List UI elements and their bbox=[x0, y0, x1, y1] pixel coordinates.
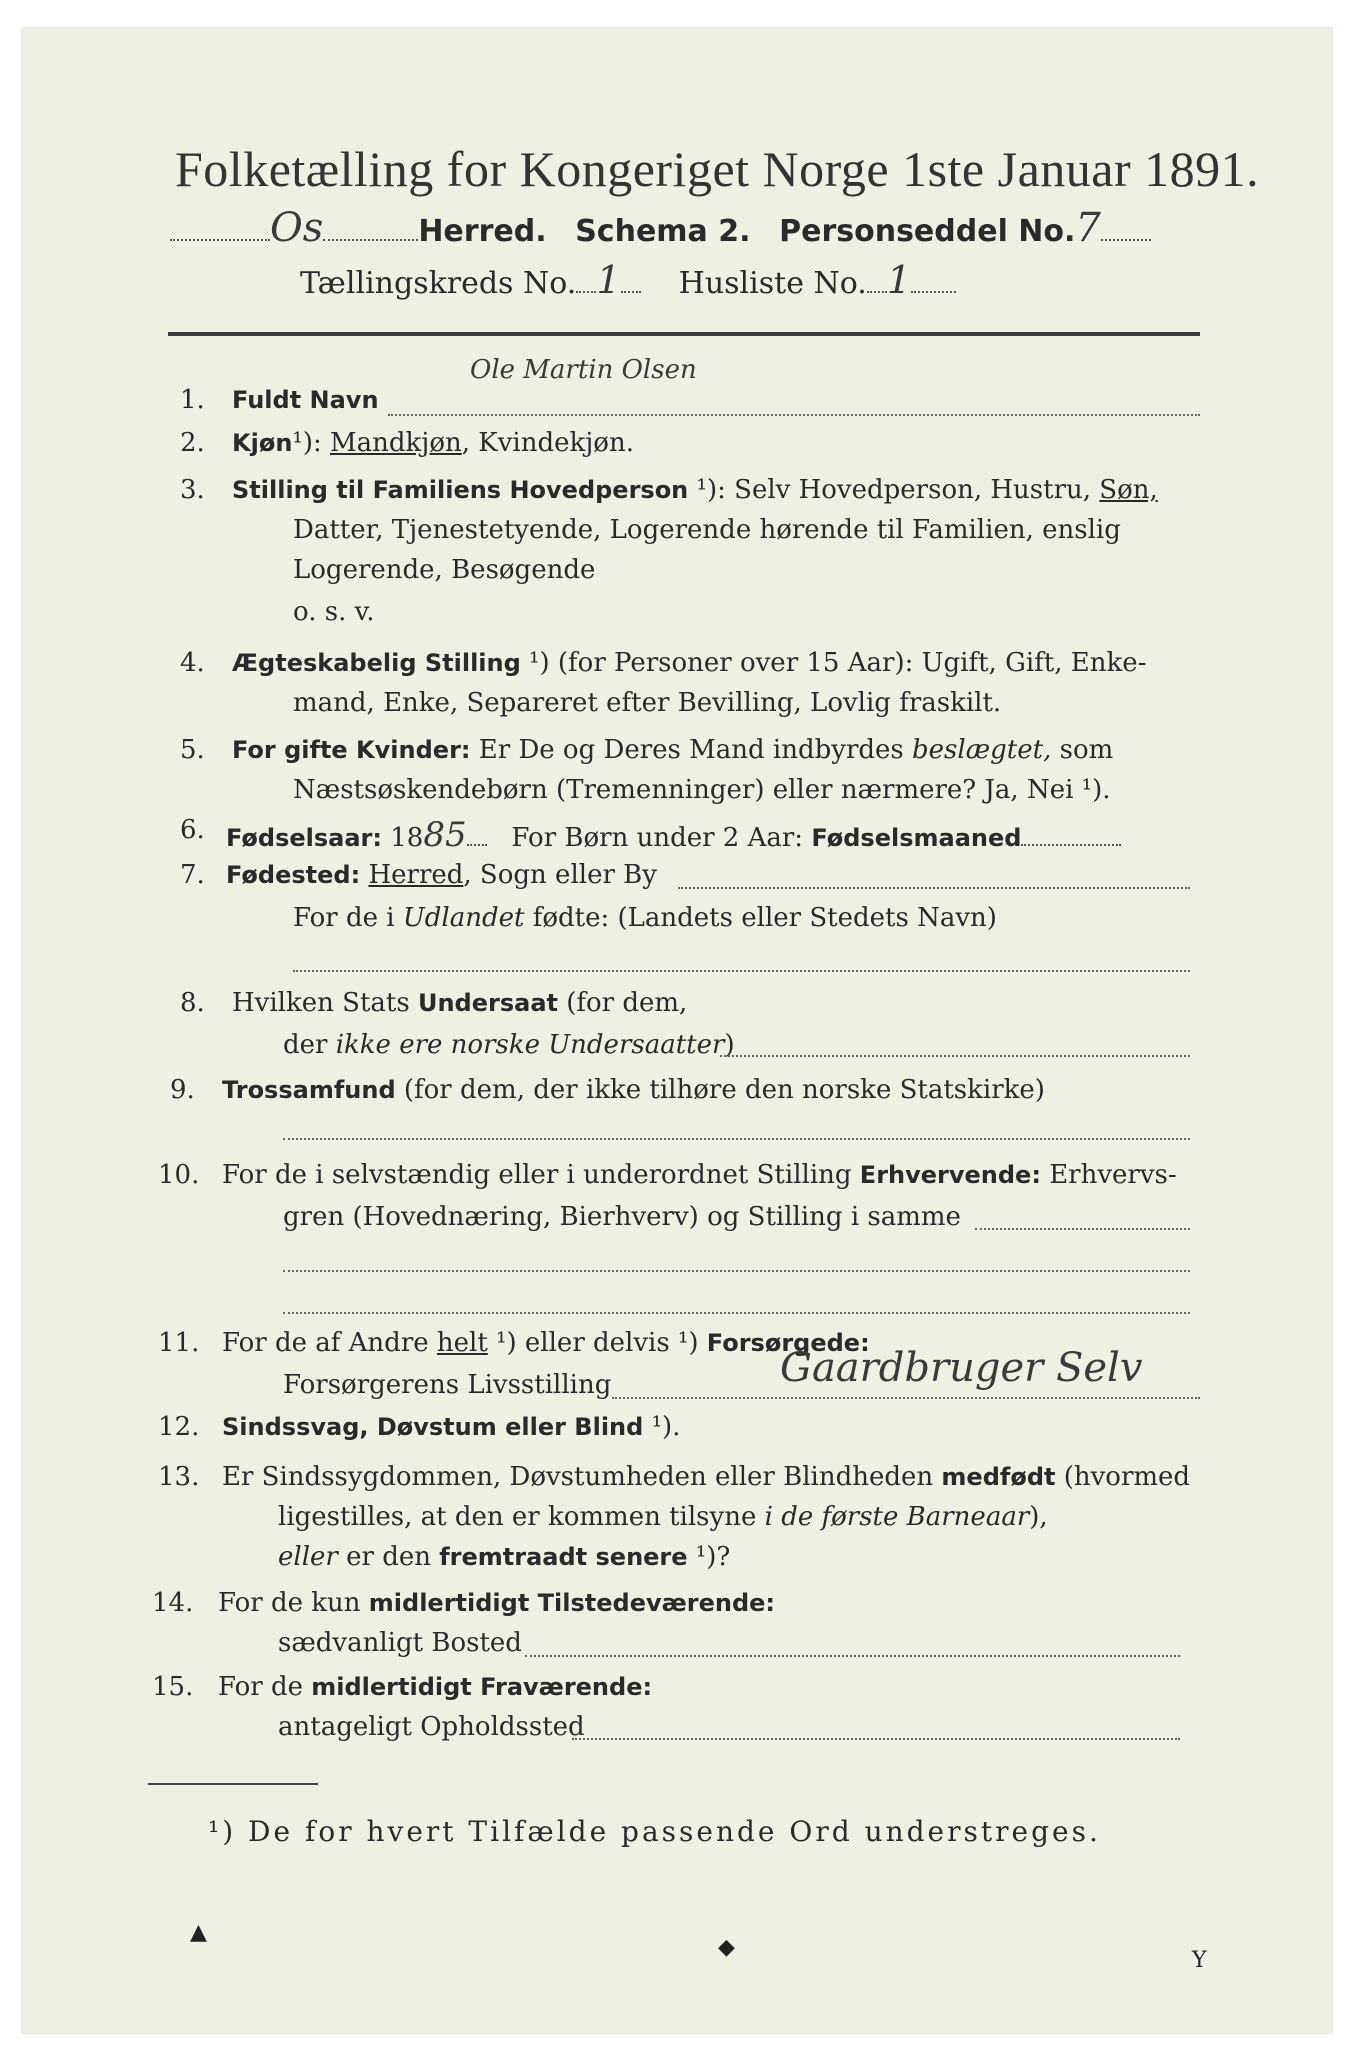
item-number: 10. bbox=[158, 1160, 200, 1190]
fodselsaar-value: 85 bbox=[423, 815, 467, 855]
item-number: 2. bbox=[180, 428, 205, 458]
kjon-label: Kjøn bbox=[232, 429, 293, 457]
taellingskreds-label: Tællingskreds No. bbox=[300, 266, 577, 301]
item-number: 9. bbox=[170, 1075, 195, 1105]
forsorgede-row: For de af Andre helt ¹) eller delvis ¹) Forsørgede: bbox=[222, 1328, 870, 1358]
fuldt-navn-row bbox=[232, 385, 379, 415]
fuldt-navn-label: Fuldt Navn bbox=[232, 386, 379, 414]
herred-line bbox=[170, 205, 1151, 251]
herred-value: Os bbox=[270, 205, 324, 251]
personseddel-label: Personseddel No. bbox=[779, 214, 1076, 249]
item-number: 1. bbox=[180, 385, 205, 415]
personseddel-value: 7 bbox=[1075, 205, 1101, 251]
undersaat-row: Hvilken Stats Undersaat (for dem, bbox=[232, 988, 688, 1018]
item-number: 14. bbox=[152, 1588, 194, 1618]
tilstedevaerende-row: For de kun midlertidigt Tilstedeværende: bbox=[218, 1588, 776, 1618]
form-title: Folketælling for Kongeriget Norge 1ste Januar 1891. bbox=[175, 141, 1260, 197]
item-number: 5. bbox=[180, 735, 205, 765]
aegteskab-row: Ægteskabelig Stilling ¹) (for Personer over 15 Aar): Ugift, Gift, Enke- bbox=[232, 648, 1147, 678]
trossamfund-row: Trossamfund (for dem, der ikke tilhøre den norske Statskirke) bbox=[222, 1075, 1045, 1105]
erhverv-row: For de i selvstændig eller i underordnet Stilling Erhvervende: Erhvervs- bbox=[222, 1160, 1177, 1190]
item-number: 3. bbox=[180, 475, 205, 505]
gifte-kvinder-row: For gifte Kvinder: Er De og Deres Mand indbyrdes beslægtet, som bbox=[232, 735, 1114, 765]
item-number: 12. bbox=[158, 1412, 200, 1442]
helt-option-selected: helt bbox=[436, 1328, 488, 1358]
schema-label: Schema 2. bbox=[575, 214, 751, 249]
footnote: ¹) De for hvert Tilfælde passende Ord understreges. bbox=[208, 1815, 1101, 1848]
item-number: 11. bbox=[158, 1328, 200, 1358]
dotted-line bbox=[388, 414, 1200, 416]
husliste-label: Husliste No. bbox=[678, 266, 867, 301]
fodselsaar-row: Fødselsaar: 1885 For Børn under 2 Aar: Fødselsmaaned bbox=[226, 815, 1121, 855]
item-number: 8. bbox=[180, 988, 205, 1018]
husliste-value: 1 bbox=[886, 258, 911, 302]
livsstilling-value: Gaardbruger Selv bbox=[780, 1345, 1143, 1391]
herred-label: Herred. bbox=[418, 214, 547, 249]
stilling-row: Stilling til Familiens Hovedperson ¹): Selv Hovedperson, Hustru, Søn, bbox=[232, 475, 1158, 505]
item-number: 4. bbox=[180, 648, 205, 678]
corner-mark: ▲ bbox=[190, 1920, 207, 1945]
fuldt-navn-value: Ole Martin Olsen bbox=[470, 355, 697, 385]
item-number: 15. bbox=[152, 1672, 194, 1702]
item-number: 6. bbox=[180, 815, 205, 845]
udlandet-row: For de i Udlandet fødte: (Landets eller Stedets Navn) bbox=[293, 903, 997, 933]
kjon-row: Kjøn¹): Mandkjøn, Kvindekjøn. bbox=[232, 428, 634, 458]
item-number: 13. bbox=[158, 1462, 200, 1492]
item-number: 7. bbox=[180, 860, 205, 890]
stilling-option-selected: Søn, bbox=[1099, 475, 1158, 505]
taellingskreds-value: 1 bbox=[596, 258, 621, 302]
kjon-option-selected: Mandkjøn bbox=[330, 428, 462, 458]
footnote-rule bbox=[148, 1783, 318, 1785]
corner-mark: Y bbox=[1192, 1948, 1207, 1973]
fodested-option-selected: Herred bbox=[368, 860, 464, 890]
medfodt-row: Er Sindssygdommen, Døvstumheden eller Blindheden medfødt (hvormed bbox=[222, 1462, 1191, 1492]
center-mark: ◆ bbox=[718, 1935, 735, 1960]
sindssvag-row: Sindssvag, Døvstum eller Blind ¹). bbox=[222, 1412, 681, 1442]
kreds-line bbox=[300, 258, 956, 302]
fodested-row: Fødested: Herred, Sogn eller By bbox=[226, 860, 657, 890]
fravaerende-row: For de midlertidigt Fraværende: bbox=[218, 1672, 653, 1702]
header-rule bbox=[168, 332, 1200, 336]
